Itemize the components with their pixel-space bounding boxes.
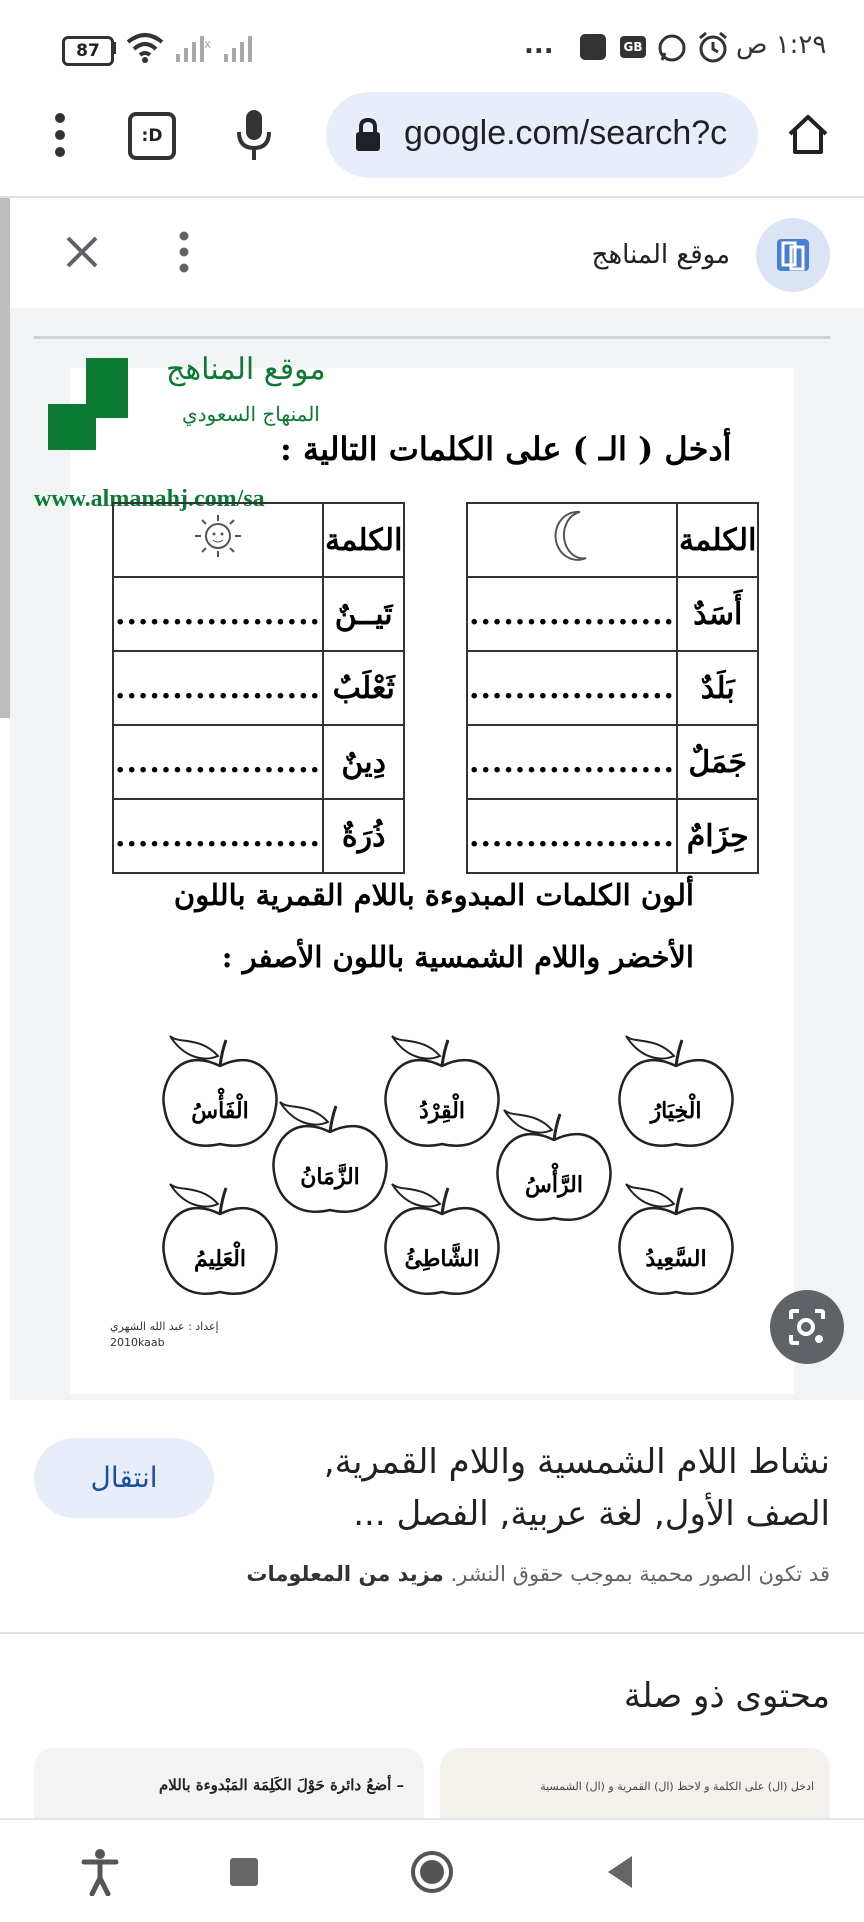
sun-header: الكلمة: [323, 503, 404, 577]
instruction-title-2b: الأخضر واللام الشمسية باللون الأصفر :: [221, 940, 694, 974]
microphone-icon[interactable]: [236, 108, 272, 162]
whatsapp-icon: [656, 32, 688, 64]
related-thumb-left-text: – أضعُ دائرة حَوْلَ الكَلِمَة المَبْدوءة باللام: [158, 1776, 404, 1794]
overflow-menu-icon[interactable]: [50, 112, 70, 162]
apple-word-3: الْفَأْسُ: [191, 1098, 249, 1124]
more-info-link[interactable]: مزيد من المعلومات: [246, 1562, 444, 1586]
moon-header: الكلمة: [677, 503, 758, 577]
sun-icon: [193, 513, 243, 559]
lens-search-button[interactable]: [770, 1290, 844, 1364]
worksheet-image[interactable]: [34, 352, 794, 1394]
clock: ١:٢٩ ص: [736, 30, 827, 60]
apple-2: [385, 1036, 498, 1146]
close-icon[interactable]: [64, 234, 100, 270]
apple-word-8: الْعَلِيمُ: [194, 1246, 246, 1272]
home-icon[interactable]: [786, 112, 830, 156]
image-top-border: [34, 336, 830, 339]
wifi-icon: [126, 32, 164, 64]
lock-icon[interactable]: [354, 118, 382, 152]
section-divider: [0, 1632, 864, 1634]
instruction-title-1: أدخل ( الـ ) على الكلمات التالية :: [280, 430, 732, 468]
blank-line: ..................: [113, 651, 323, 725]
apple-3: [163, 1036, 276, 1146]
apple-4: [497, 1110, 610, 1220]
moon-word: أَسَدٌ: [677, 577, 758, 651]
source-site-name[interactable]: موقع المناهج: [591, 240, 730, 270]
svg-text:x: x: [204, 37, 212, 51]
blank-line: ..................: [113, 799, 323, 873]
moon-letters-table: [466, 502, 759, 874]
tab-switcher-button[interactable]: [128, 112, 176, 160]
apple-8: [163, 1184, 276, 1294]
apple-word-7: الشَّاطِئُ: [404, 1246, 480, 1272]
more-options-icon[interactable]: [176, 230, 192, 274]
apple-5: [273, 1102, 386, 1212]
status-bar: [0, 0, 864, 96]
moon-word: بَلَدٌ: [677, 651, 758, 725]
credit-line-2: 2010kaab: [110, 1336, 165, 1349]
apple-word-4: الرَّأْسُ: [525, 1172, 583, 1198]
logo-subtitle: المنهاج السعودي: [182, 402, 320, 426]
blank-line: ..................: [467, 725, 677, 799]
sun-word: ذُرَةٌ: [323, 799, 404, 873]
credit-line-1: إعداد : عبد الله الشهري: [110, 1320, 219, 1333]
recents-button[interactable]: [230, 1858, 258, 1886]
moon-icon: [550, 508, 594, 564]
goto-button[interactable]: انتقال: [34, 1438, 214, 1518]
scroll-indicator: [0, 198, 10, 718]
apple-word-5: الزَّمَانُ: [300, 1164, 360, 1190]
tab-switcher-label: :D: [141, 126, 163, 146]
blank-line: ..................: [113, 725, 323, 799]
apples-area: [70, 1008, 794, 1318]
back-button[interactable]: [604, 1854, 634, 1890]
alarm-icon: [696, 30, 730, 64]
site-favicon: [756, 218, 830, 292]
blank-line: ..................: [113, 577, 323, 651]
blank-line: ..................: [467, 577, 677, 651]
battery-icon: [62, 36, 114, 66]
website-watermark: www.almanahj.com/sa: [34, 486, 265, 512]
logo-title: موقع المناهج: [166, 352, 326, 387]
moon-column-icon: [467, 503, 677, 577]
copyright-text: قد تكون الصور محمية بموجب حقوق النشر.: [450, 1562, 830, 1586]
blank-line: ..................: [467, 799, 677, 873]
copyright-notice: [200, 1562, 830, 1586]
sun-word: دِينٌ: [323, 725, 404, 799]
apple-word-6: السَّعِيدُ: [645, 1246, 707, 1272]
lens-icon: [787, 1307, 827, 1347]
moon-word: جَمَلٌ: [677, 725, 758, 799]
battery-tip: [112, 42, 116, 54]
apple-word-1: الْخِيَارُ: [650, 1098, 702, 1124]
related-content-title: محتوى ذو صلة: [623, 1676, 830, 1716]
apple-6: [619, 1184, 732, 1294]
almanahj-logo-icon: [48, 358, 132, 454]
moon-word: حِزَامٌ: [677, 799, 758, 873]
home-button[interactable]: [410, 1850, 454, 1894]
accessibility-icon[interactable]: [80, 1848, 120, 1896]
system-nav-bar: [0, 1818, 864, 1922]
signal-icon-2: [222, 34, 262, 62]
signal-icon-1: [174, 34, 214, 62]
sun-letters-table: [112, 502, 405, 874]
battery-level: 87: [76, 41, 100, 61]
blank-line: ..................: [467, 651, 677, 725]
instruction-title-2a: ألون الكلمات المبدوءة باللام القمرية باللون: [173, 878, 694, 912]
url-text[interactable]: google.com/search?c: [404, 114, 728, 152]
apple-1: [619, 1036, 732, 1146]
image-title[interactable]: نشاط اللام الشمسية واللام القمرية, الصف الأول, لغة عربية, الفصل ...: [323, 1442, 830, 1534]
sun-column-icon: [113, 503, 323, 577]
sun-word: تَيــنٌ: [323, 577, 404, 651]
app-notification-icon: [580, 34, 606, 60]
sun-word: ثَعْلَبٌ: [323, 651, 404, 725]
apple-word-2: الْقِرْدُ: [419, 1098, 465, 1124]
toolbar-divider: [0, 196, 864, 198]
gb-icon: GB: [620, 36, 646, 58]
more-notifications: ...: [524, 30, 554, 60]
apple-7: [385, 1184, 498, 1294]
related-thumb-right-text: ادخل (ال) على الكلمة و لاحظ (ال) القمرية و (ال) الشمسية: [540, 1780, 814, 1793]
